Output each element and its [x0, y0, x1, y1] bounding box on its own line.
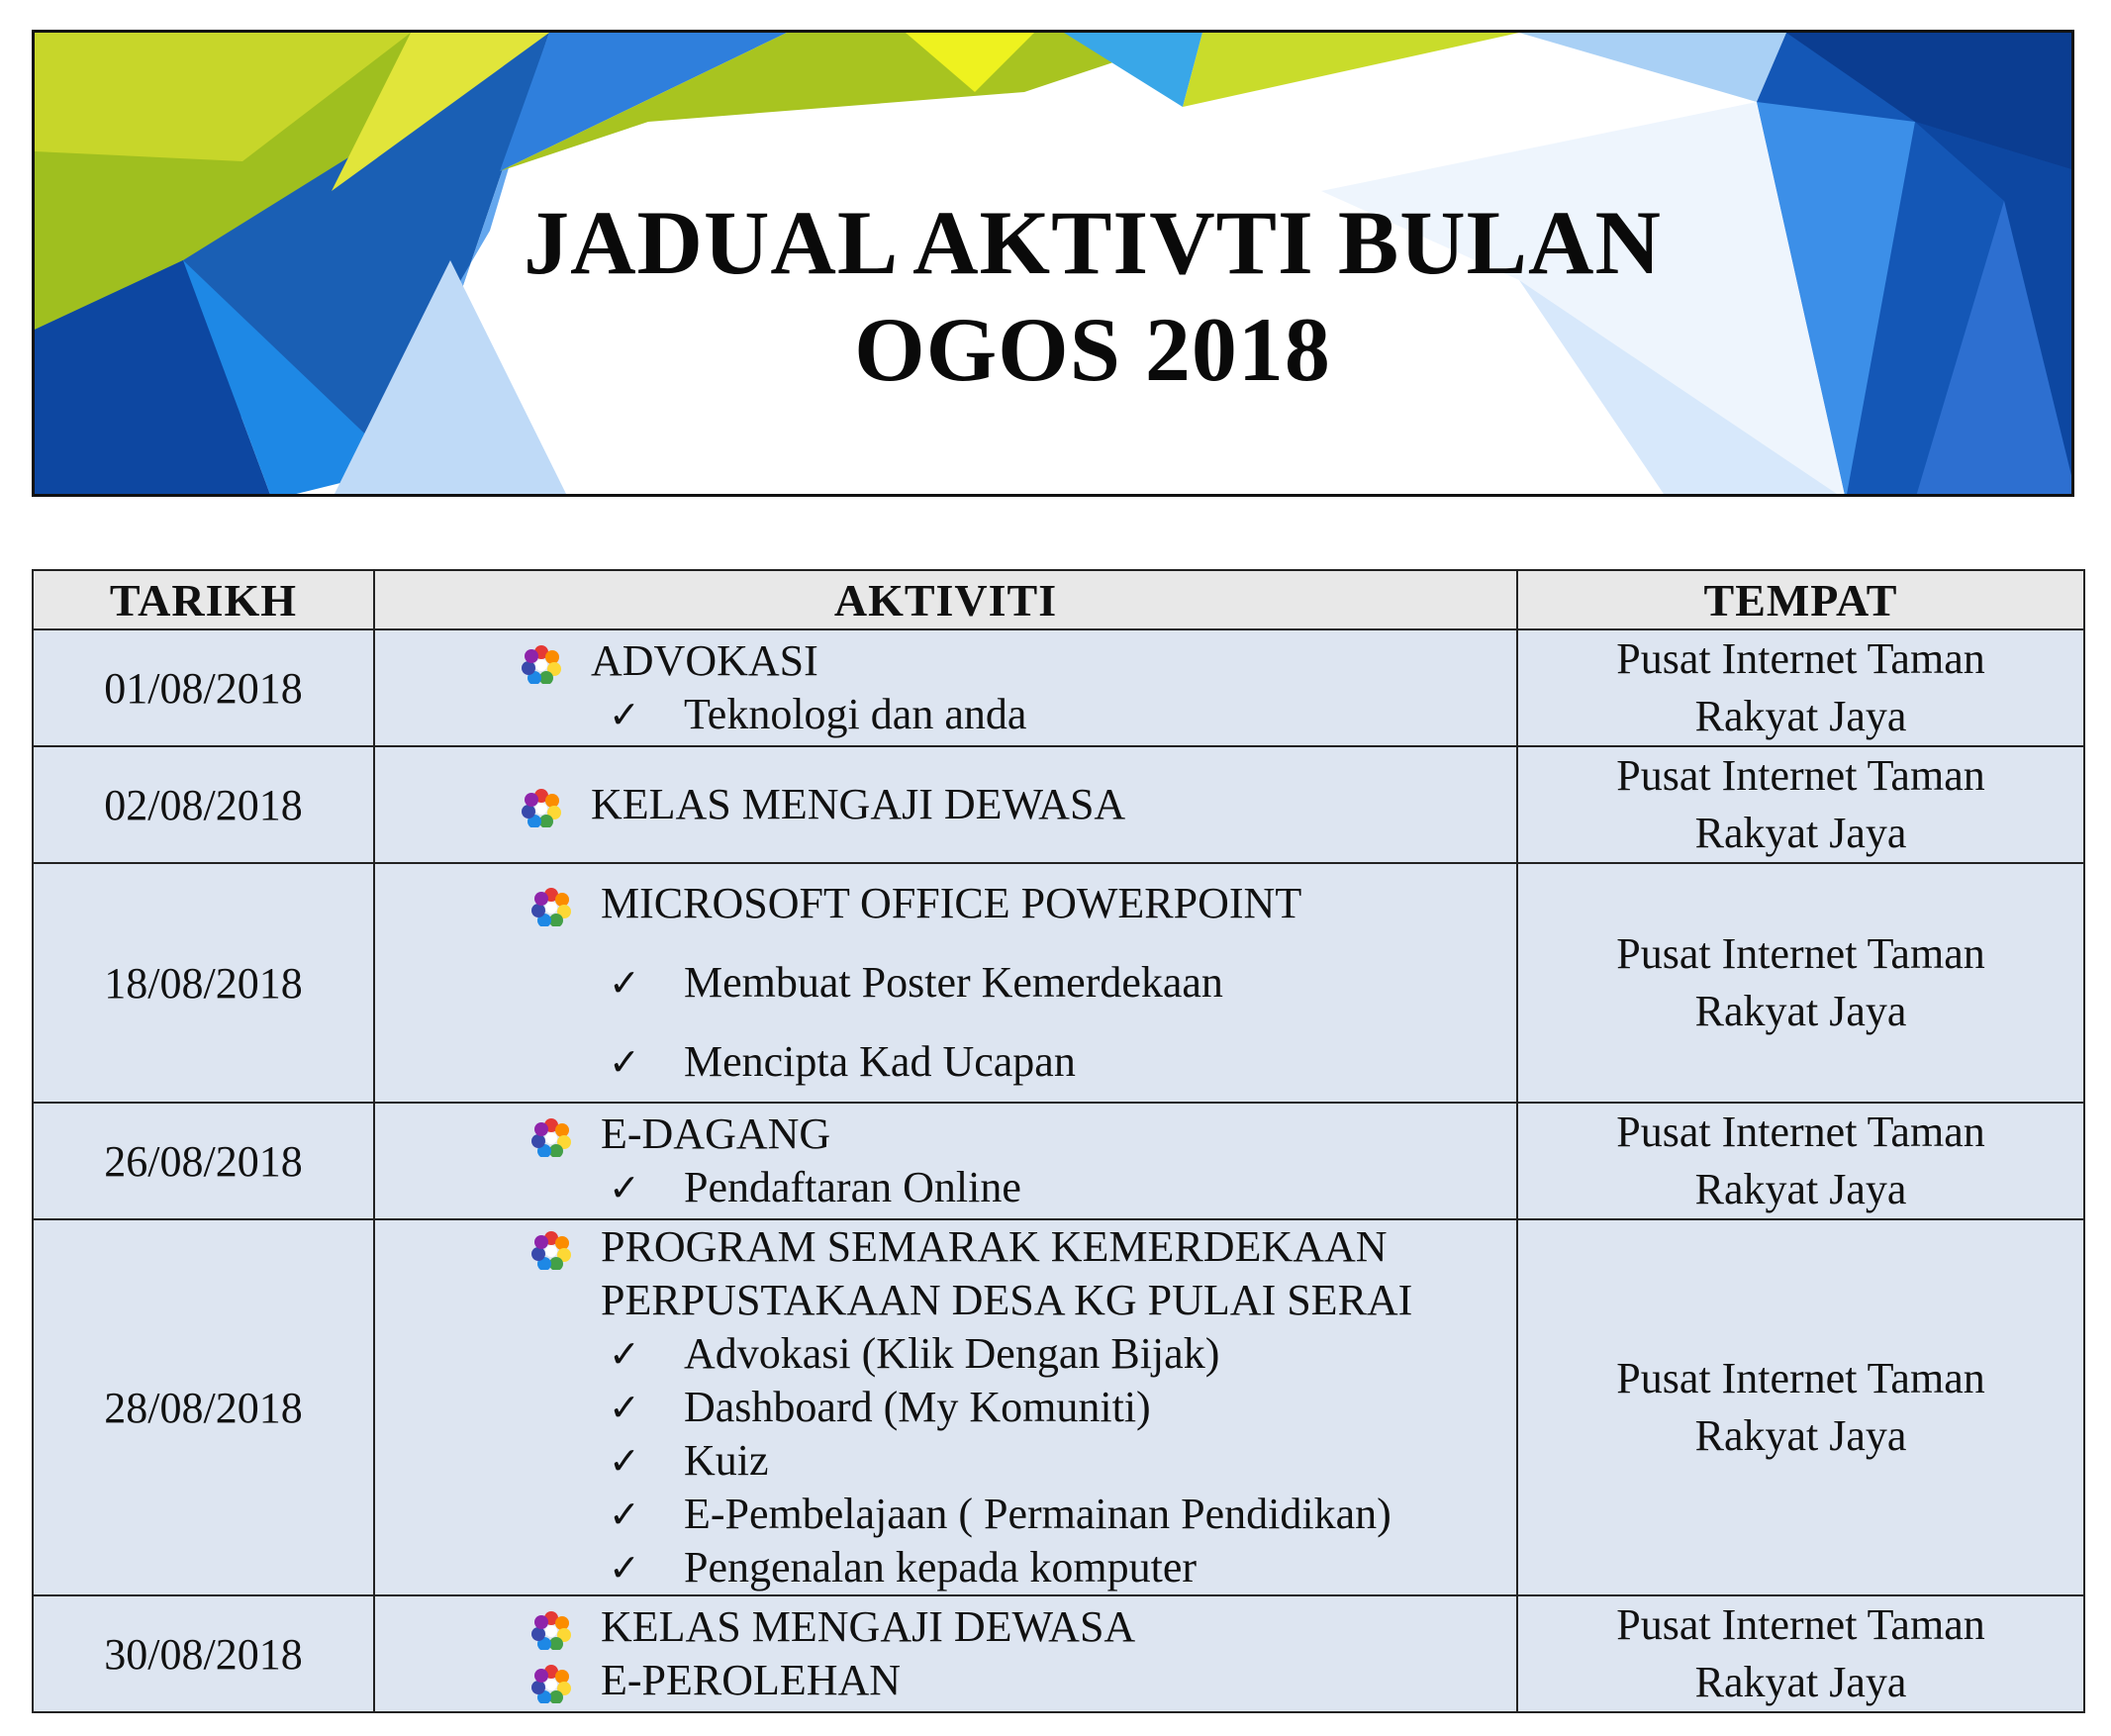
activity-label: KELAS MENGAJI DEWASA	[591, 780, 1126, 828]
place-cell	[1517, 746, 2084, 863]
activity-item	[522, 778, 1516, 831]
flower-bullet-icon	[531, 1117, 571, 1157]
flower-bullet-icon	[531, 1610, 571, 1650]
place-line-1: Pusat Internet Taman	[1616, 1600, 1985, 1649]
check-icon: ✓	[609, 1493, 640, 1536]
date-cell: 18/08/2018	[33, 863, 374, 1103]
place-line-1: Pusat Internet Taman	[1616, 751, 1985, 800]
header-tempat: TEMPAT	[1517, 570, 2084, 629]
check-icon: ✓	[609, 693, 640, 736]
activity-item	[531, 1220, 1516, 1327]
activity-label: E-DAGANG	[601, 1109, 831, 1158]
activity-label: KELAS MENGAJI DEWASA	[601, 1602, 1136, 1651]
check-icon: ✓	[609, 1332, 640, 1376]
activity-item	[531, 1654, 1516, 1707]
sub-item	[531, 1381, 1516, 1434]
activity-table	[32, 569, 2085, 1713]
flower-bullet-icon	[522, 788, 561, 827]
activity-cell	[374, 1595, 1517, 1712]
date-cell: 01/08/2018	[33, 629, 374, 746]
activity-cell	[374, 629, 1517, 746]
place-line-2: Rakyat Jaya	[1694, 1411, 1907, 1460]
table-header-row	[33, 570, 2084, 629]
activity-item	[531, 877, 1516, 930]
table-row	[33, 1595, 2084, 1712]
sub-item-label: Membuat Poster Kemerdekaan	[684, 958, 1223, 1007]
flower-bullet-icon	[531, 1230, 571, 1270]
sub-item	[531, 1541, 1516, 1594]
activity-cell	[374, 1219, 1517, 1595]
sub-item	[531, 1035, 1516, 1089]
activity-item	[522, 634, 1516, 688]
place-cell	[1517, 629, 2084, 746]
activity-label: E-PEROLEHAN	[601, 1656, 902, 1704]
place-cell	[1517, 1219, 2084, 1595]
table-row	[33, 1219, 2084, 1595]
sub-item-label: E-Pembelajaan ( Permainan Pendidikan)	[684, 1490, 1391, 1538]
title-line-1: JADUAL AKTIVTI BULAN	[524, 192, 1662, 293]
activity-label: MICROSOFT OFFICE POWERPOINT	[601, 879, 1302, 927]
check-icon: ✓	[609, 1386, 640, 1429]
place-line-1: Pusat Internet Taman	[1616, 929, 1985, 978]
title-banner	[32, 30, 2074, 497]
table-row	[33, 1103, 2084, 1219]
date-cell: 02/08/2018	[33, 746, 374, 863]
flower-bullet-icon	[522, 644, 561, 684]
sub-item	[531, 1488, 1516, 1541]
activity-cell	[374, 863, 1517, 1103]
sub-item	[531, 1327, 1516, 1381]
place-line-1: Pusat Internet Taman	[1616, 1354, 1985, 1402]
date-cell: 28/08/2018	[33, 1219, 374, 1595]
table-row	[33, 746, 2084, 863]
activity-label	[601, 1220, 1412, 1327]
table-row	[33, 629, 2084, 746]
place-line-2: Rakyat Jaya	[1694, 692, 1907, 740]
place-line-2: Rakyat Jaya	[1694, 987, 1907, 1035]
sub-item-label: Pendaftaran Online	[684, 1163, 1021, 1211]
activity-cell	[374, 746, 1517, 863]
place-line-2: Rakyat Jaya	[1694, 1658, 1907, 1706]
sub-item-label: Teknologi dan anda	[684, 690, 1027, 738]
place-cell	[1517, 1595, 2084, 1712]
sub-item	[531, 1434, 1516, 1488]
activity-cell	[374, 1103, 1517, 1219]
table-row	[33, 863, 2084, 1103]
sub-item	[531, 956, 1516, 1010]
check-icon: ✓	[609, 1040, 640, 1084]
place-line-1: Pusat Internet Taman	[1616, 1108, 1985, 1156]
page-title	[35, 189, 2071, 403]
place-line-2: Rakyat Jaya	[1694, 809, 1907, 857]
check-icon: ✓	[609, 1546, 640, 1590]
sub-item-label: Dashboard (My Komuniti)	[684, 1383, 1151, 1431]
sub-item-label: Kuiz	[684, 1436, 769, 1485]
activity-label-line-2: PERPUSTAKAAN DESA KG PULAI SERAI	[601, 1276, 1413, 1324]
sub-item	[531, 1161, 1516, 1214]
sub-item-label: Advokasi (Klik Dengan Bijak)	[684, 1329, 1220, 1378]
place-line-1: Pusat Internet Taman	[1616, 634, 1985, 683]
place-cell	[1517, 1103, 2084, 1219]
flower-bullet-icon	[531, 887, 571, 926]
flower-bullet-icon	[531, 1664, 571, 1703]
check-icon: ✓	[609, 961, 640, 1005]
sub-item	[522, 688, 1516, 741]
check-icon: ✓	[609, 1166, 640, 1209]
sub-item-label: Pengenalan kepada komputer	[684, 1543, 1198, 1591]
date-cell: 26/08/2018	[33, 1103, 374, 1219]
place-cell	[1517, 863, 2084, 1103]
check-icon: ✓	[609, 1439, 640, 1483]
activity-label-line-1: PROGRAM SEMARAK KEMERDEKAAN	[601, 1222, 1388, 1271]
date-cell: 30/08/2018	[33, 1595, 374, 1712]
title-line-2: OGOS 2018	[854, 299, 1331, 400]
header-tarikh: TARIKH	[33, 570, 374, 629]
sub-item-label: Mencipta Kad Ucapan	[684, 1037, 1076, 1086]
activity-label: ADVOKASI	[591, 636, 818, 685]
activity-item	[531, 1108, 1516, 1161]
activity-item	[531, 1600, 1516, 1654]
place-line-2: Rakyat Jaya	[1694, 1165, 1907, 1213]
header-aktiviti: AKTIVITI	[374, 570, 1517, 629]
